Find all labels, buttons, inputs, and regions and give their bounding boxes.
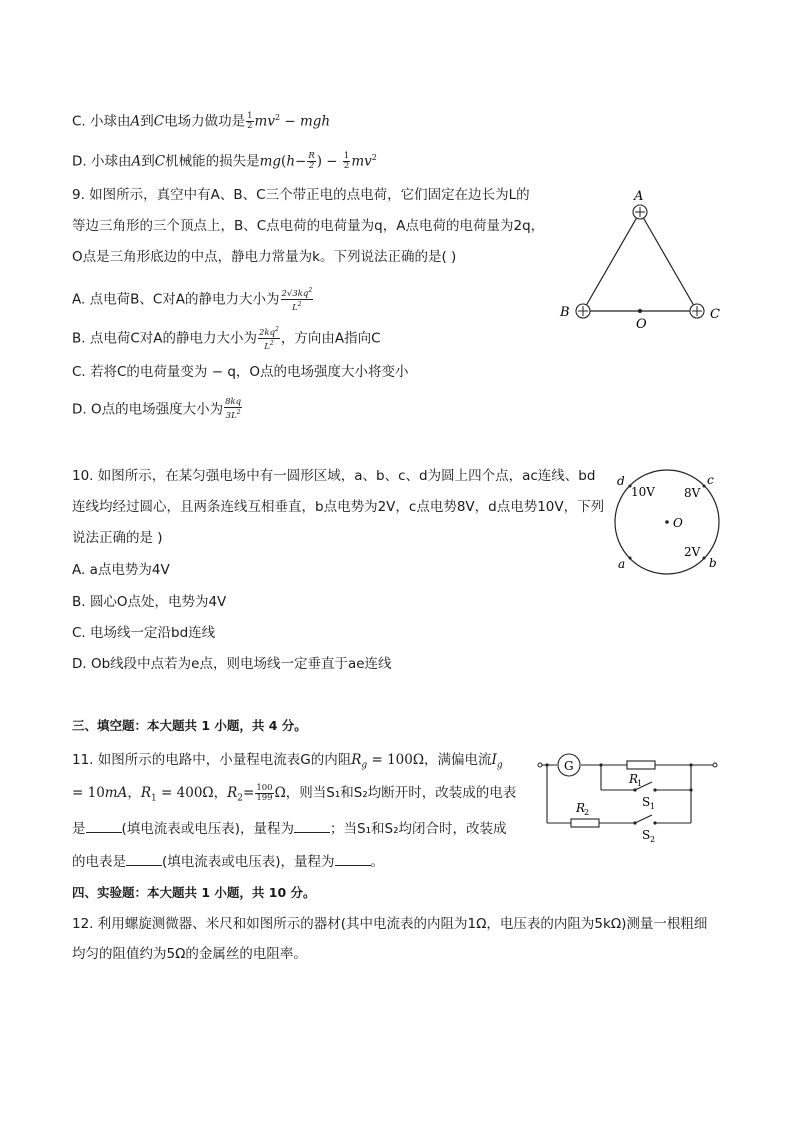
blank-2[interactable] [294,818,330,833]
galvanometer-icon [558,754,580,776]
label-c: c [707,473,714,487]
q10-stem-line1: 10. 如图所示，在某匀强电场中有一圆形区域，a、b、c、d为圆上四个点，ac连线、bd [72,468,596,484]
label-s2: S [642,828,651,842]
label-o: O [673,516,683,530]
switch-s2-icon [633,815,656,825]
q10-option-c: C. 电场线一定沿bd连线 [72,625,216,641]
q9-stem-line1: 9. 如图所示，真空中有A、B、C三个带正电的点电荷，它们固定在边长为L的 [72,187,530,203]
q10-stem-line3: 说法正确的是 ) [72,530,163,546]
q10-option-b: B. 圆心O点处，电势为4V [72,594,227,610]
q9-stem-line3: O点是三角形底边的中点，静电力常量为k。下列说法正确的是( ) [72,249,457,265]
label-d: d [617,474,625,488]
value-c: 8V [684,486,701,500]
q11-line2: = 10mA，$R_1 = 400\Omega$，$R_2=$ $\frac{100}{199}$ Ω，则当S₁和S₂均断开时，改装成的电表 [72,782,517,804]
q10-option-a: A. a点电势为4V [72,562,170,578]
label-s1: S [642,795,651,809]
svg-text:G: G [564,759,574,773]
value-d: 10V [631,485,655,499]
q9-stem-line2: 等边三角形的三个顶点上，B、C点电荷的电荷量为q，A点电荷的电荷量为2q， [72,218,545,234]
q9-option-c: C. 若将C的电荷量变为 − q，O点的电场强度大小将变小 [72,364,409,380]
q10-circle-figure [605,462,735,587]
label-s1-sub: 1 [650,802,656,811]
blank-3[interactable] [126,851,162,866]
q8-option-c: C. 小球由A到C电场力做功是 $\frac{1}{2}$ $mv^2$ − mgh [72,111,331,131]
label-o: O [636,317,647,332]
label-r2: R [576,801,586,815]
q10-stem-line2: 连线均经过圆心，且两条连线互相垂直，b点电势为2V，c点电势8V，d点电势10V，下列 [72,499,605,515]
q8-option-d: D. 小球由A到C机械能的损失是mg(h− $\frac{R}{2}$ ) − $\frac{1}{2}$ $mv^2$ [72,151,377,171]
label-b: b [709,556,717,570]
q11-line4: 的电表是 (填电流表或电压表)，量程为 。 [72,851,384,872]
label-r1-sub: 1 [637,779,643,788]
q12-line1: 12. 利用螺旋测微器、米尺和如图所示的器材(其中电流表的内阻为1Ω，电压表的内阻为5kΩ)测量一根粗细 [72,916,708,932]
blank-1[interactable] [86,818,122,833]
q9-option-a: A. 点电荷B、C对A的静电力大小为 $\frac{2√3kq^2}{L^2}$ [72,287,313,313]
q12-line2: 均匀的阻值约为5Ω的金属丝的电阻率。 [72,946,307,962]
charge-c-plus-icon [690,304,704,318]
q11-line3: 是 (填电流表或电压表)，量程为 ；当S₁和S₂均闭合时，改装成 [72,818,507,839]
label-c: C [710,307,720,322]
section-4-heading: 四、实验题：本大题共 1 小题，共 10 分。 [72,885,316,900]
blank-4[interactable] [335,851,371,866]
label-a: a [618,557,626,571]
charge-a-plus-icon [633,205,647,219]
q9-option-b: B. 点电荷C对A的静电力大小为 $\frac{2kq^2}{L^2}$ ，方向由A指向C [72,326,381,352]
value-b: 2V [684,545,701,559]
q9-option-d: D. O点的电场强度大小为 $\frac{8kq}{3L^2}$ [72,397,242,421]
resistor-r1-icon [627,761,655,769]
label-a: A [634,189,644,204]
label-s2-sub: 2 [650,835,656,844]
label-b: B [560,305,570,320]
point-o-dot [638,309,642,313]
label-r1: R [629,772,639,786]
q9-triangle-figure [550,185,730,335]
q11-line1: 11. 如图所示的电路中，小量程电流表G的内阻$R_g = 100\Omega$，满偏电流$I_g$ [72,752,503,771]
q10-option-d: D. Ob线段中点若为e点，则电场线一定垂直于ae连线 [72,656,392,672]
resistor-r2-icon [571,819,599,827]
section-3-heading: 三、填空题：本大题共 1 小题，共 4 分。 [72,718,307,733]
label-r2-sub: 2 [584,808,590,817]
charge-b-plus-icon [576,304,590,318]
q11-circuit-figure [535,748,725,848]
